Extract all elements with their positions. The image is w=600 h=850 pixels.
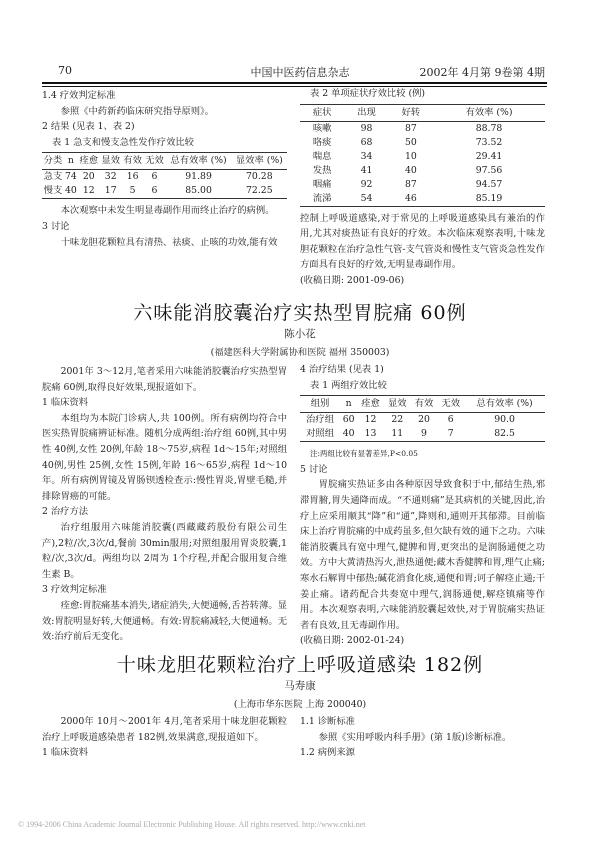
table-cell: 97.56 xyxy=(475,164,503,176)
paragraph: 2001年 3～12月,笔者采用六味能消胶囊治疗实热型胃脘痛 60例,取得良好效果,现报道如下。 xyxy=(42,366,287,393)
section-heading: 1.2 病例来源 xyxy=(300,747,355,759)
table-note: 注:两组比较有显著差异,P<0.05 xyxy=(310,449,418,459)
table-cell: 82.5 xyxy=(494,428,515,440)
copyright-footer: © 1994-2006 China Academic Journal Electronic Publishing House. All rights reserved. http://www.cnki.net xyxy=(18,820,366,829)
section-heading: 1 临床资料 xyxy=(42,397,89,409)
table-cell: 91.89 xyxy=(185,171,212,183)
table-cell: 40 xyxy=(404,164,417,176)
table-cell: 41 xyxy=(360,164,373,176)
article3-left-column xyxy=(42,714,287,761)
column-header: 有效 xyxy=(411,396,438,413)
column-header: 痊愈 xyxy=(78,153,100,170)
column-header: 总有效率 (%) xyxy=(165,153,231,170)
table-cell: 40 xyxy=(342,428,355,440)
table-cell: 5 xyxy=(129,185,136,197)
table-cell: 70.28 xyxy=(246,171,273,183)
column-header: 症状 xyxy=(300,104,344,121)
table-cell: 92 xyxy=(360,178,373,190)
table-cell: 73.52 xyxy=(475,136,503,148)
table-cell: 60 xyxy=(342,414,355,426)
table-cell: 87 xyxy=(404,178,417,190)
table-cell: 85.00 xyxy=(185,185,212,197)
table-row xyxy=(42,184,287,199)
table-cell: 88.78 xyxy=(475,122,503,134)
table-caption: 表 1 两组疗效比较 xyxy=(310,379,387,391)
paragraph: 治疗组服用六味能消胶囊(西藏藏药股份有限公司生产),2粒/次,3次/d,餐前 30min服用;对照组服用胃炎胶囊,1粒/次,3次/d。两组均以 2周为 1个疗程,并配合服用复合维生素 B。 xyxy=(42,521,287,580)
results-table xyxy=(300,395,545,442)
table-row xyxy=(300,178,545,192)
article2-right-column xyxy=(300,362,545,649)
table1 xyxy=(42,152,287,199)
table2 xyxy=(300,104,545,207)
table-cell: 22 xyxy=(391,414,404,426)
table-cell: 治疗组 xyxy=(306,414,334,426)
table-row xyxy=(300,427,545,442)
table-cell: 咽痛 xyxy=(312,178,332,190)
column-header: 显效 xyxy=(100,153,122,170)
section-heading: 2 结果 (见表 1、表 2) xyxy=(42,121,135,133)
paragraph: 2000年 10月～2001年 4月,笔者采用十味龙胆花颗粒治疗上呼吸道感染患者 182例,效果满意,现报道如下。 xyxy=(42,716,287,743)
article2-left-column xyxy=(42,364,287,645)
column-header: 分类 xyxy=(42,153,64,170)
table-cell: 98 xyxy=(360,122,373,134)
table-cell: 50 xyxy=(404,136,417,148)
table-cell: 68 xyxy=(360,136,373,148)
article3-affiliation: (上海市华东医院 上海 200040) xyxy=(233,699,367,710)
article1-right-column xyxy=(300,86,545,289)
article2-author: 陈小花 xyxy=(284,328,316,340)
received-date: (收稿日期: 2002-01-24) xyxy=(300,635,405,647)
paragraph: 胃脘痛实热证多由各种原因导致食积于中,郁结生热,邪滞胃腑,胃失通降而成。“不通则痛”是其病机的关键,因此,治疗上应采用顺其“降”和“通”,降则和,通则开其郁滞。目前临床上治疗胃脘痛的中成药虽多,但欠缺有效的通下之功。六味能消胶囊具有宽中理气,健脾和胃,更突出的是润肠通便之功效。方中大黄清热泻火,泄热通便;藏木香健脾和胃,理气止痛;寒水石解胃中郁热;碱花消食化痰,通便和胃;诃子解痉止通;干姜止痛。诸药配合共奏宽中理气,润肠通便,解痉镇痛等作用。本次观察表明,六味能消胶囊起效快,对于胃脘痛实热证者有良效,且无毒副作用。 xyxy=(300,479,545,631)
table-cell: 6 xyxy=(447,414,454,426)
article3-author: 马寿康 xyxy=(284,680,316,692)
table-cell: 咳嗽 xyxy=(312,122,332,134)
table-cell: 12 xyxy=(82,185,95,197)
section-heading: 3 疗效判定标准 xyxy=(42,584,107,596)
table-row xyxy=(300,150,545,164)
table-row xyxy=(300,164,545,178)
column-header: 有效率 (%) xyxy=(433,104,545,121)
page-number: 70 xyxy=(58,64,72,77)
table-cell: 急支 xyxy=(43,171,63,183)
table-row xyxy=(300,136,545,150)
table-cell: 40 xyxy=(64,185,77,197)
table-cell: 6 xyxy=(151,171,158,183)
paragraph: 痊愈:胃脘痛基本消失,诸症消失,大便通畅,舌苔转薄。显效:胃脘明显好转,大便通畅。有效:胃脘痛减轻,大便通畅。无效:治疗前后无变化。 xyxy=(42,599,287,643)
issue-info: 2002年 4月第 9卷第 4期 xyxy=(419,66,545,79)
column-header: 无效 xyxy=(437,396,464,413)
table-cell: 32 xyxy=(104,171,117,183)
table-cell: 7 xyxy=(447,428,454,440)
table-cell: 72.25 xyxy=(246,185,273,197)
paragraph: 参照《实用呼吸内科手册》(第 1版)诊断标准。 xyxy=(318,731,512,743)
paragraph: 本组均为本院门诊病人,共 100例。所有病例均符合中医实热胃脘痛辨证标准。随机分成两组:治疗组 60例,其中男性 40例,女性 20例,年龄 18～75岁,病程 1d～15年;对照组 40例,男性 25例,女性 15例,年龄 16～65岁,病程 1d～10年。所有病例胃镜及胃肠钡透检查示:慢性胃炎,胃壁毛糙,并排除胃癌的可能。 xyxy=(42,412,287,502)
table-row xyxy=(42,170,287,185)
column-header: n xyxy=(340,396,357,413)
section-heading: 1.4 疗效判定标准 xyxy=(42,90,116,101)
table-cell: 54 xyxy=(360,192,373,204)
column-header: 显效 xyxy=(384,396,411,413)
table-cell: 74 xyxy=(64,171,77,183)
column-header: 有效 xyxy=(122,153,144,170)
table-cell: 发热 xyxy=(312,164,332,176)
column-header: 痊愈 xyxy=(357,396,384,413)
paragraph: 参照《中药新药临床研究指导原则》。 xyxy=(60,105,214,117)
table-cell: 94.57 xyxy=(475,178,503,190)
table-cell: 13 xyxy=(364,428,377,440)
article2-title: 六味能消胶囊治疗实热型胃脘痛 60例 xyxy=(133,302,467,324)
table-cell: 11 xyxy=(391,428,404,440)
paragraph: 本次观察中未发生明显毒副作用而终止治疗的病例。 xyxy=(60,205,275,217)
column-header: 无效 xyxy=(144,153,166,170)
table-cell: 慢支 xyxy=(43,185,63,197)
table-cell: 10 xyxy=(404,150,417,162)
table-cell: 咯痰 xyxy=(312,136,332,148)
table-row xyxy=(300,192,545,207)
article2-affiliation: (福建医科大学附属协和医院 福州 350003) xyxy=(210,347,390,358)
table-cell: 34 xyxy=(360,150,373,162)
article3-right-column xyxy=(300,714,545,761)
journal-name: 中国中医药信息杂志 xyxy=(250,66,350,79)
table-row xyxy=(300,413,545,428)
table-cell: 喘息 xyxy=(312,150,332,162)
table2-caption: 表 2 单项症状疗效比较 (例) xyxy=(310,88,426,99)
table-cell: 16 xyxy=(126,171,139,183)
table-cell: 9 xyxy=(421,428,427,440)
section-heading: 1.1 诊断标准 xyxy=(300,716,355,727)
table-cell: 85.19 xyxy=(475,192,503,204)
table-cell: 29.41 xyxy=(475,150,503,162)
column-header: 总有效率 (%) xyxy=(464,396,545,413)
table-cell: 12 xyxy=(364,414,377,426)
column-header: 出现 xyxy=(344,104,388,121)
table-cell: 17 xyxy=(104,185,117,197)
article3-title: 十味龙胆花颗粒治疗上呼吸道感染 182例 xyxy=(116,654,484,676)
section-heading: 4 治疗结果 (见表 1) xyxy=(300,364,384,375)
table-cell: 46 xyxy=(404,192,417,204)
column-header: 显效率 (%) xyxy=(232,153,287,170)
table-cell: 87 xyxy=(404,122,417,134)
article1-left-column xyxy=(42,88,287,250)
table-cell: 流涕 xyxy=(312,192,332,204)
section-heading: 3 讨论 xyxy=(42,220,70,232)
table-cell: 20 xyxy=(82,171,95,183)
table-cell: 90.0 xyxy=(494,414,515,426)
paragraph: 控制上呼吸道感染,对于常见的上呼吸道感染具有兼治的作用,尤其对痰热证有良好的疗效。本次临床观察表明,十味龙胆花颗粒在治疗急性气管-支气管炎和慢性支气管炎急性发作方面具有良好的疗效,无明显毒副作用。 xyxy=(300,212,545,271)
section-heading: 2 治疗方法 xyxy=(42,506,89,518)
paragraph: 十味龙胆花颗粒具有清热、祛痰、止咳的功效,能有效 xyxy=(60,236,278,248)
section-heading: 1 临床资料 xyxy=(42,747,89,759)
table-cell: 对照组 xyxy=(306,428,334,440)
table-row xyxy=(300,121,545,136)
received-date: (收稿日期: 2001-09-06) xyxy=(300,274,405,286)
table-cell: 6 xyxy=(151,185,158,197)
table-cell: 20 xyxy=(418,414,430,426)
section-heading: 5 讨论 xyxy=(300,463,328,475)
table1-caption: 表 1 急支和慢支急性发作疗效比较 xyxy=(52,136,194,148)
column-header: 好转 xyxy=(389,104,433,121)
column-header: n xyxy=(64,153,78,170)
column-header: 组别 xyxy=(300,396,340,413)
